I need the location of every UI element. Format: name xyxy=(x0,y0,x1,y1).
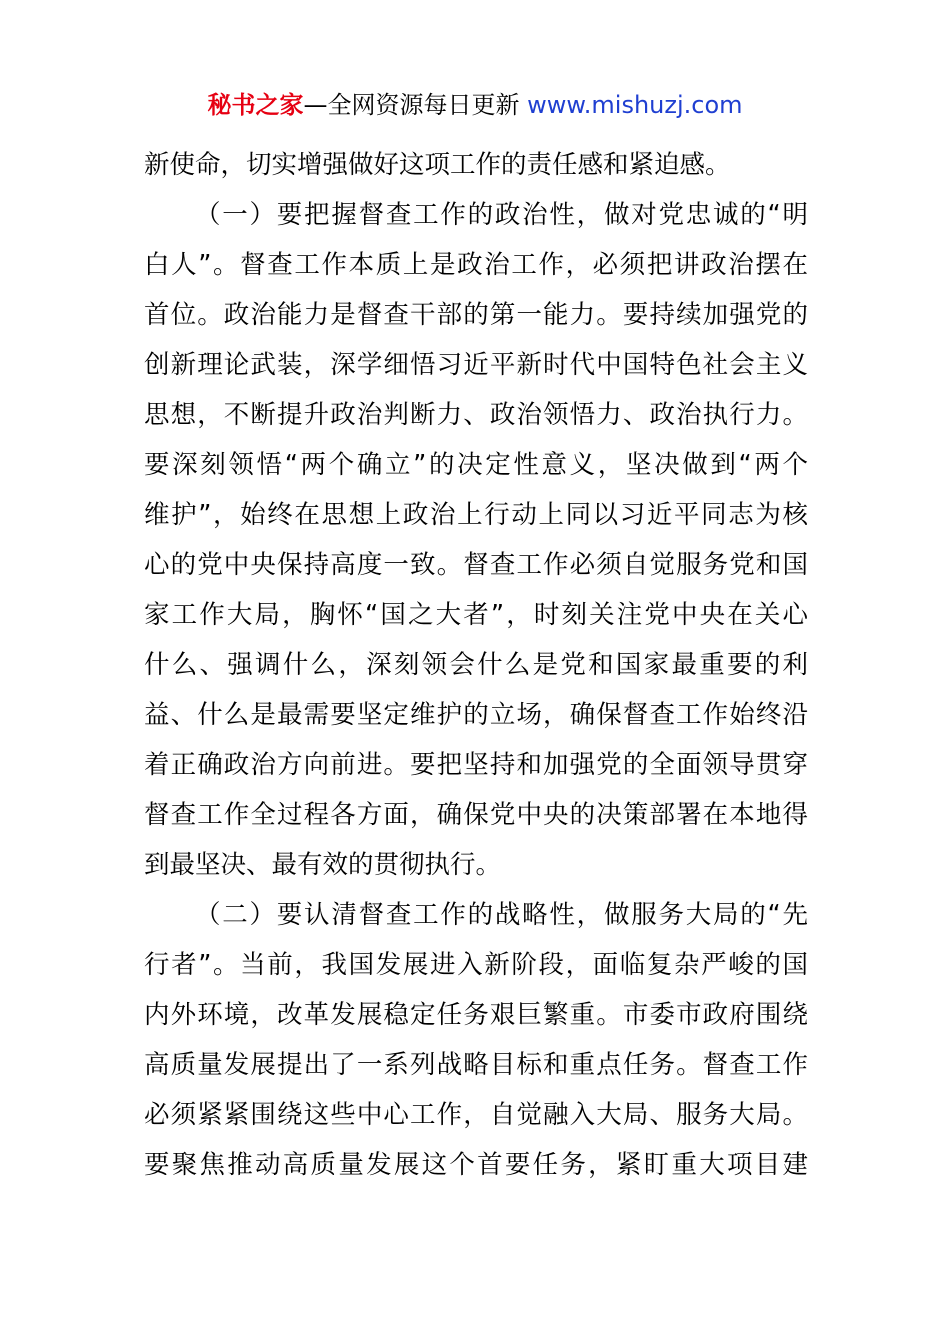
text-line: 新使命，切实增强做好这项工作的责任感和紧迫感。 xyxy=(144,150,731,180)
text-line: 白人”。督查工作本质上是政治工作，必须把讲政治摆在 xyxy=(144,250,808,280)
text-line: 首位。政治能力是督查干部的第一能力。要持续加强党的 xyxy=(144,300,808,330)
text-line: 高质量发展提出了一系列战略目标和重点任务。督查工作 xyxy=(144,1050,808,1080)
text-line: 要深刻领悟“两个确立”的决定性意义，坚决做到“两个 xyxy=(144,450,808,480)
text-line: 行者”。当前，我国发展进入新阶段，面临复杂严峻的国 xyxy=(144,950,808,980)
text-line: 益、什么是最需要坚定维护的立场，确保督查工作始终沿 xyxy=(144,700,808,730)
text-line: 心的党中央保持高度一致。督查工作必须自觉服务党和国 xyxy=(144,550,808,580)
text-line: 必须紧紧围绕这些中心工作，自觉融入大局、服务大局。 xyxy=(144,1100,808,1130)
text-line: 什么、强调什么，深刻领会什么是党和国家最重要的利 xyxy=(144,650,808,680)
text-line: 督查工作全过程各方面，确保党中央的决策部署在本地得 xyxy=(144,800,808,830)
text-line: 着正确政治方向前进。要把坚持和加强党的全面领导贯穿 xyxy=(144,750,808,780)
text-line: 维护”，始终在思想上政治上行动上同以习近平同志为核 xyxy=(144,500,808,530)
text-line: 创新理论武装，深学细悟习近平新时代中国特色社会主义 xyxy=(144,350,808,380)
text-line: 内外环境，改革发展稳定任务艰巨繁重。市委市政府围绕 xyxy=(144,1000,808,1030)
website-link[interactable]: www.mishuzj.com xyxy=(527,91,743,119)
text-line: 到最坚决、最有效的贯彻执行。 xyxy=(144,850,502,880)
text-line: 思想，不断提升政治判断力、政治领悟力、政治执行力。 xyxy=(144,400,808,430)
body-text xyxy=(144,140,808,1190)
text-line: （二）要认清督查工作的战略性，做服务大局的“先 xyxy=(195,900,808,930)
text-line: （一）要把握督查工作的政治性，做对党忠诚的“明 xyxy=(195,200,808,230)
text-line: 要聚焦推动高质量发展这个首要任务，紧盯重大项目建 xyxy=(144,1150,808,1180)
text-line: 家工作大局，胸怀“国之大者”，时刻关注党中央在关心 xyxy=(144,600,808,630)
page-header xyxy=(0,88,950,122)
header-tagline: —全网资源每日更新 xyxy=(303,91,528,119)
brand-name: 秘书之家 xyxy=(207,91,304,119)
